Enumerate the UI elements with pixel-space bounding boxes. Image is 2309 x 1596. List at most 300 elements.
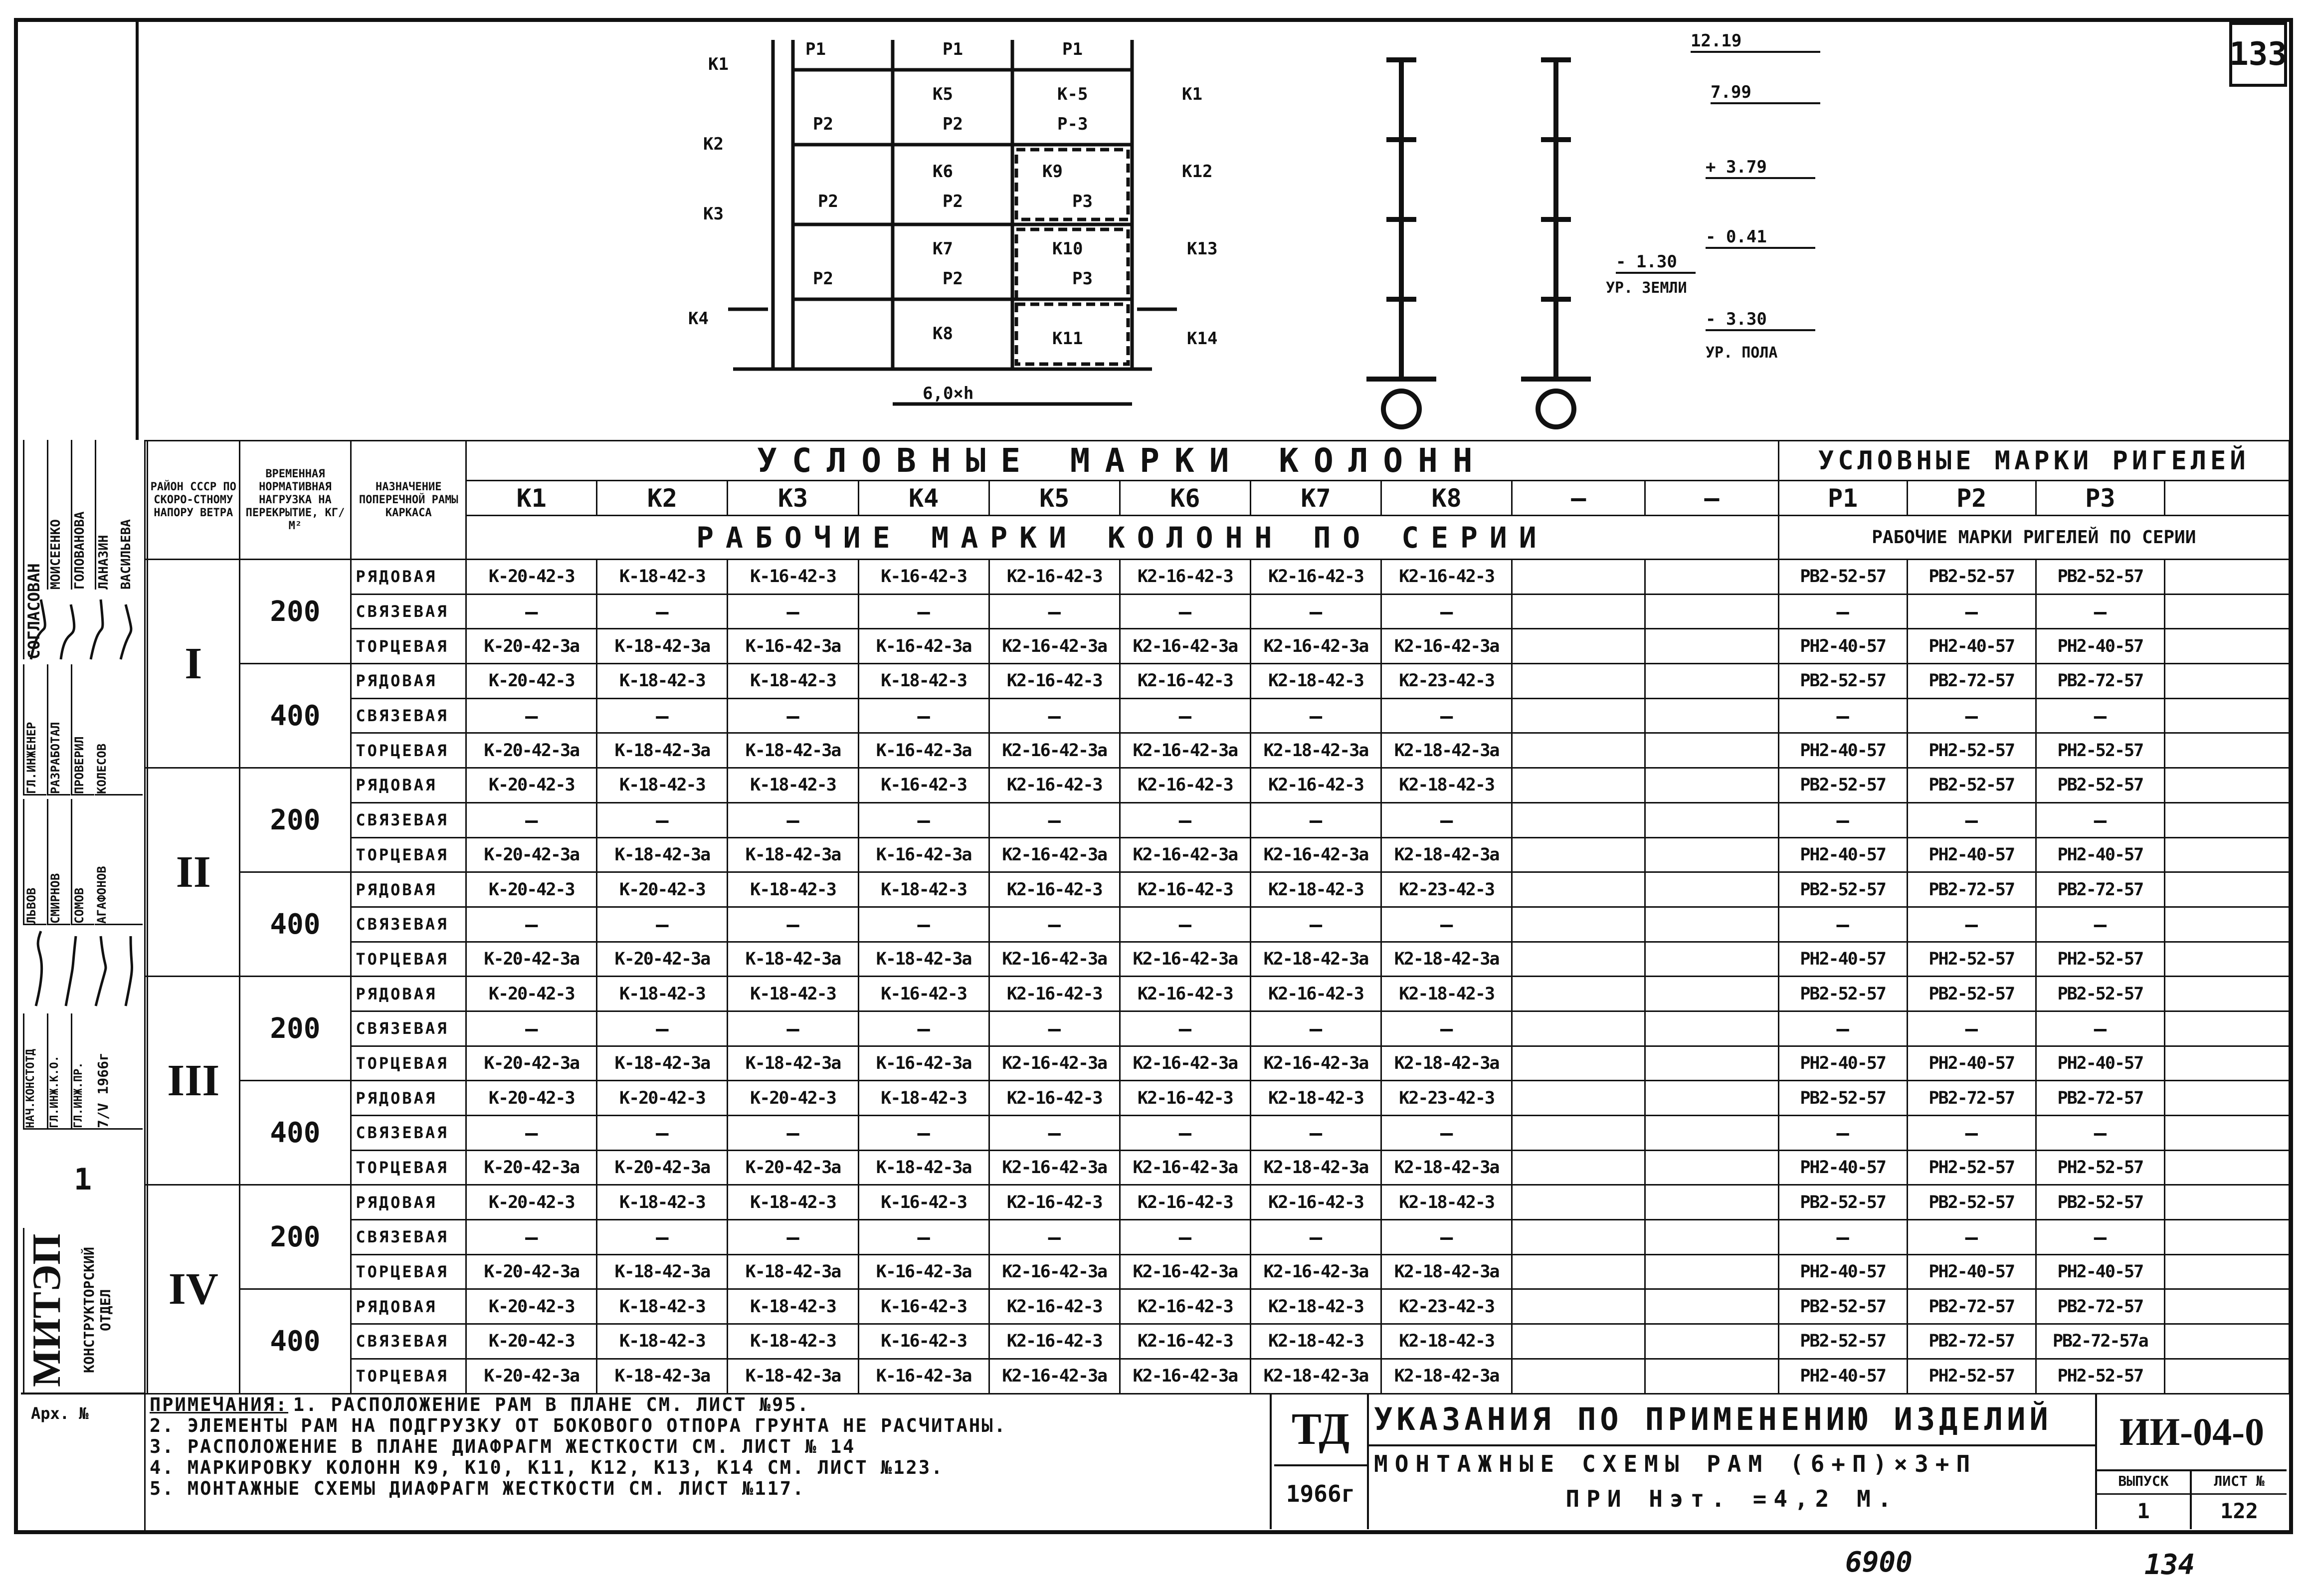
label-k14: K14 [1187, 329, 1218, 349]
table-cell: К2-18-42-3 [1250, 872, 1381, 907]
stamp-role-chief: ГЛ.ИНЖЕНЕР [23, 664, 46, 796]
table-cell: — [1381, 1011, 1512, 1046]
table-cell [1645, 733, 1778, 768]
label-k6: K6 [933, 162, 953, 182]
label-k10: K10 [1052, 239, 1083, 259]
table-row [22, 1324, 2290, 1359]
stamp-signatures-1 [21, 590, 146, 669]
table-cell: РВ2-52-57 [1907, 1185, 2036, 1220]
table-cell: К2-16-42-3 [1250, 1185, 1381, 1220]
table-cell: К-20-42-3 [597, 872, 728, 907]
table-cell: — [1120, 907, 1250, 942]
table-cell: — [1250, 698, 1381, 733]
table-cell: К-20-42-3а [466, 1359, 597, 1394]
table-cell: РН2-40-57 [1778, 629, 1907, 664]
table-cell: РН2-52-57 [2036, 1150, 2164, 1185]
table-cell: РВ2-52-57 [1778, 1081, 1907, 1116]
stamp-name-5: КОЛЕСОВ [95, 664, 143, 796]
titleblock-td-label: ТД [1274, 1395, 1367, 1466]
table-cell [1645, 977, 1778, 1011]
table-cell: — [989, 1116, 1120, 1151]
frame-type: СВЯЗЕВАЯ [351, 1011, 466, 1046]
table-cell: К-20-42-3а [466, 837, 597, 872]
table-cell [2164, 664, 2289, 699]
label-k8: K8 [933, 324, 953, 344]
table-cell: К-18-42-3 [597, 977, 728, 1011]
table-cell [1512, 629, 1645, 664]
note-2: 2. ЭЛЕМЕНТЫ РАМ НА ПОДГРУЗКУ ОТ БОКОВОГО ОТПОРА ГРУНТА НЕ РАСЧИТАНЫ. [150, 1415, 1007, 1436]
table-cell: РВ2-72-57 [2036, 1289, 2164, 1324]
table-cell: — [989, 1220, 1120, 1255]
table-cell: К-18-42-3а [597, 629, 728, 664]
table-cell: — [1120, 594, 1250, 629]
table-cell [1512, 698, 1645, 733]
label-p1a: P1 [805, 39, 826, 59]
table-cell: К-20-42-3 [466, 1081, 597, 1116]
table-cell: — [1778, 1011, 1907, 1046]
table-cell: К-16-42-3 [858, 1324, 989, 1359]
girder-code: Р1 [1778, 481, 1907, 516]
table-cell [1645, 1220, 1778, 1255]
table-cell: К2-18-42-3 [1250, 1081, 1381, 1116]
table-row [22, 1254, 2290, 1289]
table-cell: К-18-42-3а [597, 837, 728, 872]
table-cell: — [989, 907, 1120, 942]
table-cell: К2-16-42-3 [1120, 1081, 1250, 1116]
label-k5: K5 [933, 84, 953, 104]
table-cell: — [1120, 698, 1250, 733]
table-cell: К-20-42-3 [466, 872, 597, 907]
sheet-number: 133 [2229, 22, 2287, 87]
table-cell: — [1381, 1220, 1512, 1255]
label-k12: K12 [1182, 162, 1213, 182]
label-k3: K3 [703, 204, 724, 224]
table-row [22, 1116, 2290, 1151]
column-code: К1 [466, 481, 597, 516]
left-strip [14, 18, 139, 440]
frame-type: СВЯЗЕВАЯ [351, 1116, 466, 1151]
table-cell: К-18-42-3а [858, 1150, 989, 1185]
table-cell: К-18-42-3а [728, 1254, 858, 1289]
table-cell: РВ2-52-57 [1907, 977, 2036, 1011]
table-cell: — [1778, 1116, 1907, 1151]
table-cell [1512, 1116, 1645, 1151]
table-cell: — [1250, 1011, 1381, 1046]
table-row [22, 698, 2290, 733]
label-p1c: P1 [1062, 39, 1083, 59]
table-cell: К-20-42-3 [597, 1081, 728, 1116]
table-row [22, 1289, 2290, 1324]
table-cell: К-18-42-3 [858, 1081, 989, 1116]
table-cell: — [1907, 907, 2036, 942]
table-row [22, 1046, 2290, 1081]
note-5: 5. МОНТАЖНЫЕ СХЕМЫ ДИАФРАГМ ЖЕСТКОСТИ СМ. ЛИСТ №117. [150, 1478, 805, 1499]
frame-type: ТОРЦЕВАЯ [351, 837, 466, 872]
table-cell [1645, 1324, 1778, 1359]
table-cell [2164, 1081, 2289, 1116]
table-cell [2164, 1289, 2289, 1324]
frame-type: ТОРЦЕВАЯ [351, 1359, 466, 1394]
table-cell [1512, 768, 1645, 803]
table-cell [1512, 733, 1645, 768]
table-cell [1512, 1081, 1645, 1116]
table-cell: К-18-42-3 [597, 1324, 728, 1359]
frame-type: РЯДОВАЯ [351, 768, 466, 803]
table-cell: РВ2-72-57а [2036, 1324, 2164, 1359]
label-p1b: P1 [943, 39, 963, 59]
girder-code [2164, 481, 2289, 516]
notes-header: ПРИМЕЧАНИЯ: [150, 1394, 289, 1415]
frame-type: РЯДОВАЯ [351, 872, 466, 907]
table-cell: — [466, 907, 597, 942]
table-row [22, 1011, 2290, 1046]
load-value: 400 [239, 1289, 351, 1394]
table-cell: К-18-42-3 [728, 977, 858, 1011]
table-cell: К-20-42-3а [728, 1150, 858, 1185]
column-code: К6 [1120, 481, 1250, 516]
table-cell: РН2-40-57 [1778, 942, 1907, 977]
table-cell: — [466, 1116, 597, 1151]
table-cell: РН2-40-57 [1907, 1046, 2036, 1081]
load-value: 200 [239, 768, 351, 872]
table-cell: — [728, 1116, 858, 1151]
table-cell: К2-18-42-3 [1250, 1289, 1381, 1324]
table-cell: РН2-40-57 [1778, 1150, 1907, 1185]
table-cell: К2-23-42-3 [1381, 872, 1512, 907]
label-p2b: P2 [943, 114, 963, 134]
table-cell [1512, 977, 1645, 1011]
table-cell: РВ2-72-57 [2036, 872, 2164, 907]
frame-type: РЯДОВАЯ [351, 1081, 466, 1116]
table-cell: К-16-42-3 [728, 560, 858, 595]
table-cell [1645, 1185, 1778, 1220]
table-cell: К2-16-42-3 [1120, 872, 1250, 907]
table-cell [1512, 942, 1645, 977]
table-cell: РВ2-52-57 [1778, 768, 1907, 803]
label-k1-right: K1 [1182, 84, 1202, 104]
table-cell [1512, 1150, 1645, 1185]
ground-level-label: УР. ЗЕМЛИ [1606, 279, 1687, 297]
table-cell: К2-23-42-3 [1381, 1081, 1512, 1116]
table-cell: РН2-40-57 [1907, 1254, 2036, 1289]
table-cell: РН2-40-57 [1778, 1046, 1907, 1081]
table-cell: — [1907, 1220, 2036, 1255]
table-cell [2164, 560, 2289, 595]
table-cell: РВ2-52-57 [1778, 664, 1907, 699]
table-cell: РВ2-52-57 [1778, 1185, 1907, 1220]
table-cell: К-20-42-3 [466, 560, 597, 595]
label-k1-left: K1 [708, 54, 729, 74]
table-cell: — [1778, 698, 1907, 733]
table-cell [1645, 1289, 1778, 1324]
table-cell: К-20-42-3 [466, 1289, 597, 1324]
table-cell: К-18-42-3а [597, 1359, 728, 1394]
table-cell [2164, 733, 2289, 768]
table-cell [1645, 629, 1778, 664]
table-cell: К2-16-42-3а [1250, 629, 1381, 664]
table-cell: — [466, 698, 597, 733]
table-cell [1512, 594, 1645, 629]
issue-cell [2097, 1469, 2192, 1529]
table-cell [2164, 1220, 2289, 1255]
stamp-role-developer: РАЗРАБОТАЛ [47, 664, 70, 796]
table-cell: К2-18-42-3а [1381, 1150, 1512, 1185]
table-cell [2164, 802, 2289, 837]
table-cell: — [989, 1011, 1120, 1046]
table-cell: К2-16-42-3а [989, 1359, 1120, 1394]
table-cell [1512, 1324, 1645, 1359]
table-cell: — [2036, 698, 2164, 733]
table-cell: РН2-40-57 [1778, 1254, 1907, 1289]
table-cell: К2-16-42-3а [1120, 629, 1250, 664]
table-cell [2164, 837, 2289, 872]
table-row [22, 733, 2290, 768]
table-cell: РН2-40-57 [2036, 1046, 2164, 1081]
table-cell: К-18-42-3 [728, 1185, 858, 1220]
table-cell [1512, 1046, 1645, 1081]
span-label: 6,0×h [923, 384, 974, 403]
table-cell: — [858, 594, 989, 629]
stamp-role-dept-head: НАЧ.КОНСТОТД [23, 1013, 46, 1130]
table-cell: К-20-42-3 [466, 1185, 597, 1220]
table-cell: — [1778, 594, 1907, 629]
frame-type: ТОРЦЕВАЯ [351, 1150, 466, 1185]
label-p2f: P2 [943, 269, 963, 289]
table-cell: К2-16-42-3 [989, 768, 1120, 803]
sheet-label: ЛИСТ № [2192, 1469, 2287, 1495]
table-cell: К2-16-42-3а [989, 1150, 1120, 1185]
table-cell: К-18-42-3 [728, 872, 858, 907]
table-cell [2164, 1254, 2289, 1289]
table-cell [1645, 1116, 1778, 1151]
handwritten-number-2: 134 [2144, 1549, 2195, 1581]
table-cell: К-20-42-3а [466, 629, 597, 664]
column-elevations [1347, 50, 1606, 439]
stamp-name-9: АГАФОНОВ [95, 799, 143, 925]
table-row [22, 942, 2290, 977]
load-value: 200 [239, 560, 351, 664]
table-row [22, 1081, 2290, 1116]
header-columns-working: РАБОЧИЕ МАРКИ КОЛОНН ПО СЕРИИ [466, 516, 1778, 560]
table-row [22, 1185, 2290, 1220]
frame-type: РЯДОВАЯ [351, 560, 466, 595]
table-cell: К-18-42-3 [728, 1289, 858, 1324]
table-cell: К2-16-42-3а [1120, 942, 1250, 977]
label-p2d: P2 [943, 192, 963, 211]
titleblock-code-block [2097, 1395, 2287, 1529]
column-code: — [1645, 481, 1778, 516]
table-cell: К-18-42-3а [728, 733, 858, 768]
table-row [22, 1150, 2290, 1185]
table-cell: К-16-42-3 [858, 1185, 989, 1220]
table-cell: — [1907, 698, 2036, 733]
table-body [22, 441, 2290, 1394]
table-cell [1512, 1011, 1645, 1046]
column-marks-table [21, 440, 2290, 1395]
table-cell: — [1120, 1011, 1250, 1046]
table-cell: К2-16-42-3а [1120, 733, 1250, 768]
table-cell: К2-23-42-3 [1381, 1289, 1512, 1324]
elev-130: - 1.30 [1616, 252, 1696, 274]
table-cell [2164, 942, 2289, 977]
table-cell: К-18-42-3а [728, 837, 858, 872]
table-cell: РН2-52-57 [1907, 1359, 2036, 1394]
table-cell [1512, 1289, 1645, 1324]
table-cell: К-20-42-3а [466, 1046, 597, 1081]
table-cell: РВ2-52-57 [2036, 768, 2164, 803]
table-cell: РН2-52-57 [1907, 1150, 2036, 1185]
stamp-name-6: ЛЬВОВ [23, 799, 46, 925]
table-cell: К2-18-42-3а [1381, 733, 1512, 768]
table-cell: — [2036, 1220, 2164, 1255]
issue-value: 1 [2137, 1499, 2150, 1523]
table-cell: — [2036, 1011, 2164, 1046]
label-k11: K11 [1052, 329, 1083, 349]
table-cell: К2-18-42-3а [1381, 1046, 1512, 1081]
table-cell [1645, 1359, 1778, 1394]
note-1: 1. РАСПОЛОЖЕНИЕ РАМ В ПЛАНЕ СМ. ЛИСТ №95. [293, 1394, 810, 1415]
table-cell [2164, 594, 2289, 629]
table-cell: — [1120, 1116, 1250, 1151]
stamp-name-3: ЛАНАЗИН [95, 440, 118, 590]
table-cell: — [728, 698, 858, 733]
table-cell: РН2-52-57 [2036, 733, 2164, 768]
table-cell: К-16-42-3 [858, 560, 989, 595]
table-cell: К2-16-42-3а [1250, 1046, 1381, 1081]
table-cell [2164, 698, 2289, 733]
table-cell: К-20-42-3а [597, 942, 728, 977]
table-cell: К2-18-42-3 [1381, 977, 1512, 1011]
table-cell: К2-18-42-3а [1250, 733, 1381, 768]
table-cell: К-16-42-3а [728, 629, 858, 664]
table-cell: К2-16-42-3 [1250, 977, 1381, 1011]
table-cell: — [1778, 1220, 1907, 1255]
table-cell: К2-18-42-3а [1381, 942, 1512, 977]
table-cell: — [1907, 1116, 2036, 1151]
frame-type: СВЯЗЕВАЯ [351, 1220, 466, 1255]
table-cell: К-16-42-3 [858, 768, 989, 803]
table-row [22, 907, 2290, 942]
table-cell [1645, 1081, 1778, 1116]
stamp-org: МИТЭП [23, 1228, 79, 1394]
note-4: 4. МАРКИРОВКУ КОЛОНН К9, К10, К11, К12, К13, К14 СМ. ЛИСТ №123. [150, 1457, 944, 1478]
label-p3b: P3 [1072, 192, 1093, 211]
table-cell: К-18-42-3 [597, 560, 728, 595]
label-k5b: K-5 [1057, 84, 1088, 104]
stamp-name-1: МОИСЕЕНКО [47, 440, 70, 590]
label-k13: K13 [1187, 239, 1218, 259]
stamp-name-8: СОМОВ [71, 799, 94, 925]
table-cell [1512, 560, 1645, 595]
stamp-name-7: СМИРНОВ [47, 799, 70, 925]
header-frame: НАЗНАЧЕНИЕ ПОПЕРЕЧНОЙ РАМЫ КАРКАСА [351, 441, 466, 560]
table-cell: РВ2-72-57 [1907, 1081, 2036, 1116]
table-cell [1512, 664, 1645, 699]
table-cell [2164, 1150, 2289, 1185]
girder-code: Р3 [2036, 481, 2164, 516]
table-cell: К-16-42-3а [858, 629, 989, 664]
header-load: ВРЕМЕННАЯ НОРМАТИВНАЯ НАГРУЗКА НА ПЕРЕКРЫТИЕ, КГ/М² [239, 441, 351, 560]
table-cell: К2-18-42-3 [1381, 768, 1512, 803]
frame-type: ТОРЦЕВАЯ [351, 1254, 466, 1289]
table-cell: К2-16-42-3а [989, 942, 1120, 977]
column-code: К3 [728, 481, 858, 516]
table-cell: К-20-42-3 [466, 664, 597, 699]
table-cell [2164, 1046, 2289, 1081]
table-cell: К2-16-42-3 [989, 872, 1120, 907]
table-cell [1512, 1185, 1645, 1220]
table-cell: К2-16-42-3 [1120, 1185, 1250, 1220]
region-label: II [148, 768, 239, 977]
table-cell: РН2-52-57 [2036, 1359, 2164, 1394]
table-cell: — [1250, 1220, 1381, 1255]
stamp-role-chief-ko: ГЛ.ИНЖ.К.О. [47, 1013, 70, 1130]
table-cell: РВ2-52-57 [1907, 560, 2036, 595]
table-cell: К2-23-42-3 [1381, 664, 1512, 699]
table-cell: — [2036, 802, 2164, 837]
frame-type: ТОРЦЕВАЯ [351, 942, 466, 977]
table-cell: — [858, 802, 989, 837]
table-cell: РВ2-52-57 [2036, 1185, 2164, 1220]
titleblock-code: ИИ-04-0 [2097, 1395, 2287, 1471]
table-cell: К-18-42-3 [597, 1289, 728, 1324]
label-p2a: P2 [813, 114, 833, 134]
girder-code: Р2 [1907, 481, 2036, 516]
stamp-name-4: ВАСИЛЬЕВА [119, 519, 134, 590]
table-cell: РВ2-52-57 [2036, 977, 2164, 1011]
table-row [22, 560, 2290, 595]
table-cell: — [1907, 594, 2036, 629]
table-cell: К2-18-42-3а [1381, 837, 1512, 872]
table-cell: К2-16-42-3 [989, 977, 1120, 1011]
table-cell [2164, 768, 2289, 803]
table-cell: — [1120, 1220, 1250, 1255]
table-cell: К-18-42-3а [597, 1046, 728, 1081]
table-cell: — [2036, 1116, 2164, 1151]
load-value: 200 [239, 1185, 351, 1289]
table-cell: РН2-40-57 [2036, 837, 2164, 872]
table-cell: К2-16-42-3 [1120, 560, 1250, 595]
table-cell: РВ2-72-57 [1907, 872, 2036, 907]
table-cell: — [858, 1220, 989, 1255]
column-code: К2 [597, 481, 728, 516]
table-cell: — [1381, 802, 1512, 837]
table-cell [1512, 1254, 1645, 1289]
frame-type: СВЯЗЕВАЯ [351, 802, 466, 837]
load-value: 400 [239, 872, 351, 977]
table-cell: — [466, 1220, 597, 1255]
table-cell: К-16-42-3 [858, 1289, 989, 1324]
table-cell: К-20-42-3а [597, 1150, 728, 1185]
table-cell: К-20-42-3 [466, 768, 597, 803]
table-cell: — [858, 1116, 989, 1151]
frame-type: СВЯЗЕВАЯ [351, 594, 466, 629]
table-cell: К-20-42-3а [466, 1150, 597, 1185]
table-cell: — [1907, 1011, 2036, 1046]
table-cell: К2-16-42-3 [1120, 1289, 1250, 1324]
table-cell [1512, 1359, 1645, 1394]
table-cell: К2-16-42-3 [989, 560, 1120, 595]
table-cell: К2-16-42-3а [1120, 837, 1250, 872]
elev-1219: 12.19 [1691, 31, 1820, 53]
table-cell: К-18-42-3а [728, 942, 858, 977]
table-cell: — [2036, 594, 2164, 629]
table-row [22, 594, 2290, 629]
table-cell [1512, 907, 1645, 942]
table-cell: К2-16-42-3а [989, 629, 1120, 664]
table-cell: — [858, 698, 989, 733]
table-cell [1645, 942, 1778, 977]
